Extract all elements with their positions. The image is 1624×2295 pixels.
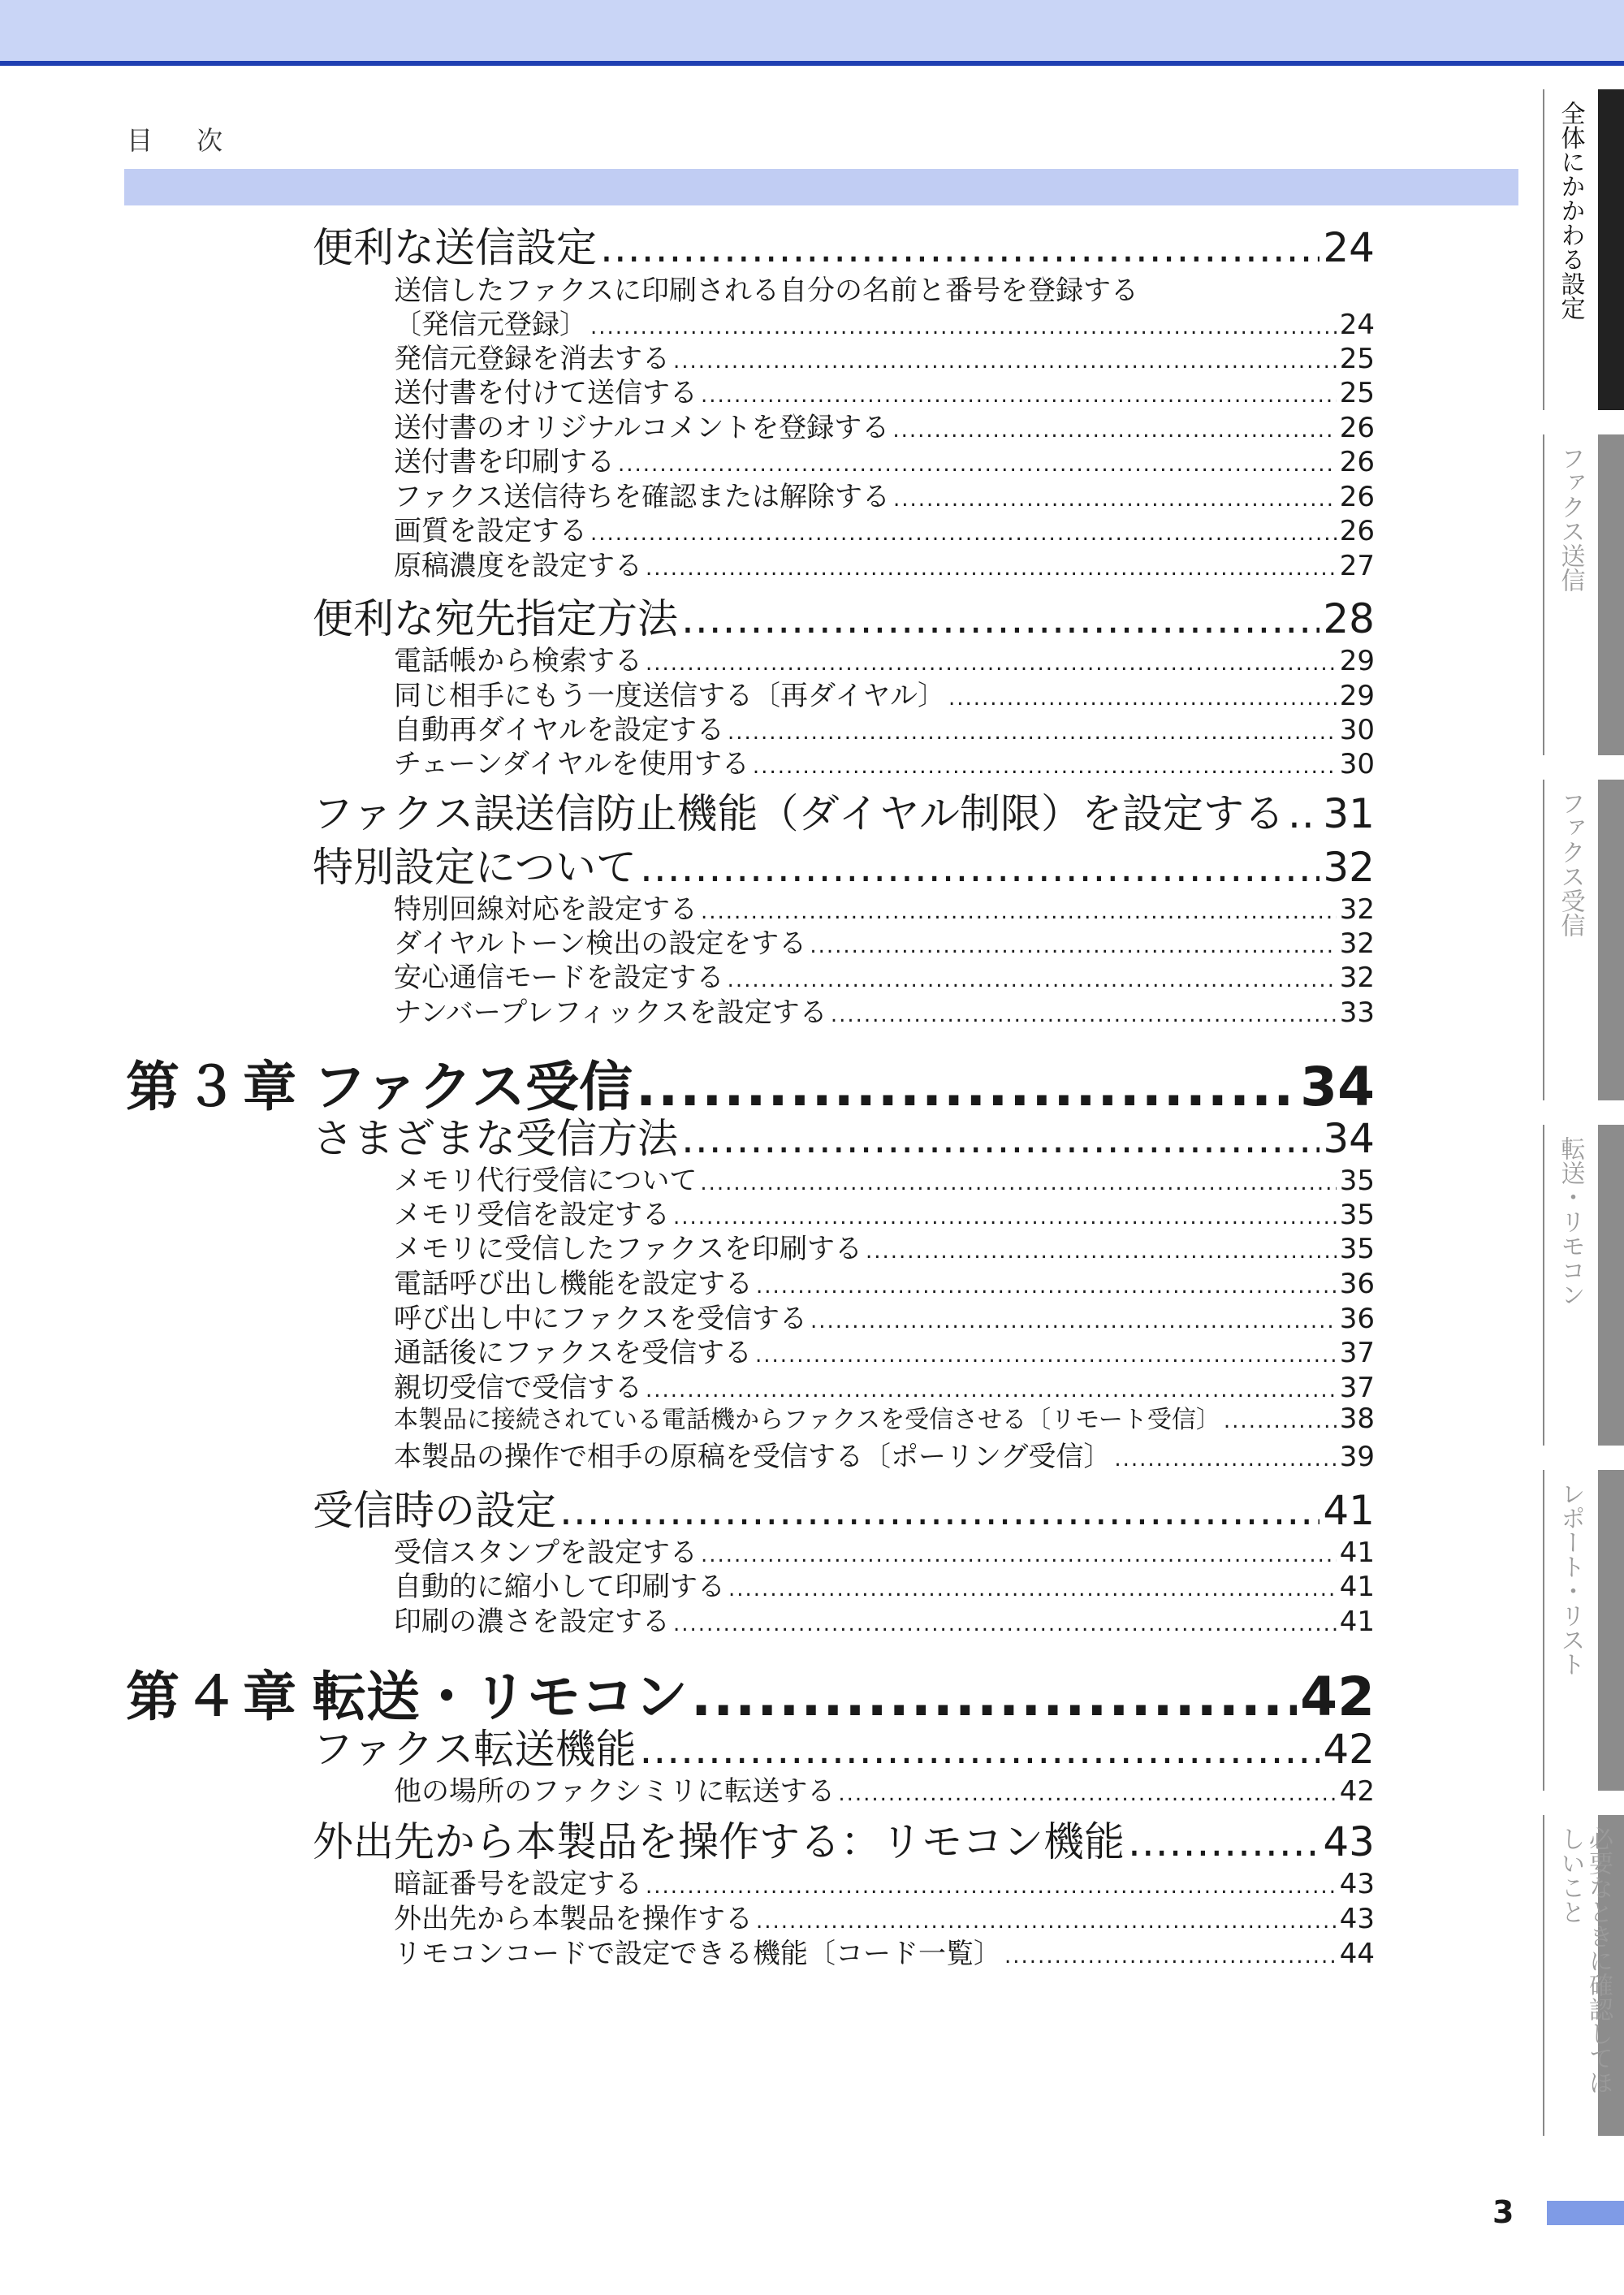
toc-item[interactable]: 印刷の濃さを設定する ..... 41 bbox=[394, 1599, 1375, 1639]
section-label: 目 次 bbox=[127, 125, 241, 156]
toc-item[interactable]: 外出先から本製品を操作する ..... 43 bbox=[394, 1896, 1375, 1936]
toc-item[interactable]: 呼び出し中にファクスを受信する ..... 36 bbox=[394, 1296, 1375, 1336]
toc-item[interactable]: メモリに受信したファクスを印刷する ..... 35 bbox=[394, 1226, 1375, 1266]
heading-bar bbox=[124, 169, 1518, 205]
toc-item[interactable]: 原稿濃度を設定する ..... 27 bbox=[394, 543, 1375, 583]
tab-forward-remote[interactable]: 転送・リモコン bbox=[1543, 1125, 1624, 1446]
toc-item[interactable]: 電話呼び出し機能を設定する ..... 36 bbox=[394, 1261, 1375, 1301]
tab-reports-lists[interactable]: レポート・リスト bbox=[1543, 1470, 1624, 1791]
tab-fax-send[interactable]: ファクス送信 bbox=[1543, 434, 1624, 755]
toc-item[interactable]: 電話帳から検索する ..... 29 bbox=[394, 638, 1375, 678]
toc-item[interactable]: 親切受信で受信する ..... 37 bbox=[394, 1365, 1375, 1405]
page-number: 3 bbox=[1492, 2194, 1514, 2230]
tab-fax-receive[interactable]: ファクス受信 bbox=[1543, 780, 1624, 1100]
toc-item[interactable]: 本製品の操作で相手の原稿を受信する〔ポーリング受信〕 ..... 39 bbox=[394, 1434, 1375, 1474]
toc-chapter[interactable]: 第３章 ファクス受信 ..... 34 bbox=[126, 1044, 1375, 1121]
top-band bbox=[0, 0, 1624, 66]
toc-item[interactable]: 他の場所のファクシミリに転送する ..... 42 bbox=[394, 1769, 1375, 1809]
toc-item[interactable]: 発信元登録を消去する ..... 25 bbox=[394, 336, 1375, 376]
tab-troubleshooting[interactable]: 必要なときに確認してほしいこと bbox=[1543, 1815, 1624, 2136]
toc-section[interactable]: 特別設定について ..... 32 bbox=[313, 835, 1375, 893]
toc-item[interactable]: ナンバープレフィックスを設定する ..... 33 bbox=[394, 990, 1375, 1030]
toc-section[interactable]: 便利な送信設定 ..... 24 bbox=[313, 215, 1375, 274]
toc-section[interactable]: 便利な宛先指定方法 ..... 28 bbox=[313, 586, 1375, 645]
page-mark bbox=[1547, 2201, 1624, 2225]
toc-item[interactable]: メモリ受信を設定する ..... 35 bbox=[394, 1192, 1375, 1232]
toc-item[interactable]: 暗証番号を設定する ..... 43 bbox=[394, 1861, 1375, 1901]
toc-item[interactable]: リモコンコードで設定できる機能〔コード一覧〕 ..... 44 bbox=[394, 1931, 1375, 1971]
side-tabs bbox=[1543, 89, 1624, 2152]
toc-item[interactable]: 同じ相手にもう一度送信する〔再ダイヤル〕 ..... 29 bbox=[394, 673, 1375, 713]
toc-item[interactable]: 〔発信元登録〕 ..... 24 bbox=[394, 302, 1375, 342]
toc-item[interactable]: 送付書を付けて送信する ..... 25 bbox=[394, 370, 1375, 410]
toc-item[interactable]: ダイヤルトーン検出の設定をする ..... 32 bbox=[394, 921, 1375, 961]
toc-item[interactable]: 本製品に接続されている電話機からファクスを受信させる〔リモート受信〕 ..... 38 bbox=[394, 1399, 1375, 1435]
toc-item[interactable]: 画質を設定する ..... 26 bbox=[394, 508, 1375, 548]
toc-item[interactable]: 送付書を印刷する ..... 26 bbox=[394, 439, 1375, 479]
toc-section[interactable]: ファクス転送機能 ..... 42 bbox=[313, 1717, 1375, 1775]
toc-section[interactable]: さまざまな受信方法 ..... 34 bbox=[313, 1106, 1375, 1165]
toc-item[interactable]: 受信スタンプを設定する ..... 41 bbox=[394, 1530, 1375, 1570]
tab-overall-settings[interactable]: 全体にかかわる設定 bbox=[1543, 89, 1624, 410]
toc-item[interactable]: 自動的に縮小して印刷する ..... 41 bbox=[394, 1564, 1375, 1604]
toc-item[interactable]: 通話後にファクスを受信する ..... 37 bbox=[394, 1330, 1375, 1370]
toc-section[interactable]: ファクス誤送信防止機能（ダイヤル制限）を設定する ..... 31 bbox=[313, 781, 1375, 840]
toc-item[interactable]: 自動再ダイヤルを設定する ..... 30 bbox=[394, 707, 1375, 747]
toc-item-text[interactable]: 送信したファクスに印刷される自分の名前と番号を登録する bbox=[394, 274, 1138, 307]
toc-item[interactable]: 特別回線対応を設定する ..... 32 bbox=[394, 887, 1375, 927]
toc-section[interactable]: 外出先から本製品を操作する：リモコン機能 ..... 43 bbox=[313, 1809, 1375, 1868]
toc-item[interactable]: メモリ代行受信について ..... 35 bbox=[394, 1158, 1375, 1198]
toc-chapter[interactable]: 第４章 転送・リモコン ..... 42 bbox=[126, 1653, 1375, 1731]
toc-item[interactable]: チェーンダイヤルを使用する ..... 30 bbox=[394, 741, 1375, 781]
toc-item[interactable]: 送付書のオリジナルコメントを登録する ..... 26 bbox=[394, 405, 1375, 445]
toc-item[interactable]: 安心通信モードを設定する ..... 32 bbox=[394, 955, 1375, 995]
toc-section[interactable]: 受信時の設定 ..... 41 bbox=[313, 1478, 1375, 1536]
toc-item[interactable]: ファクス送信待ちを確認または解除する ..... 26 bbox=[394, 474, 1375, 514]
